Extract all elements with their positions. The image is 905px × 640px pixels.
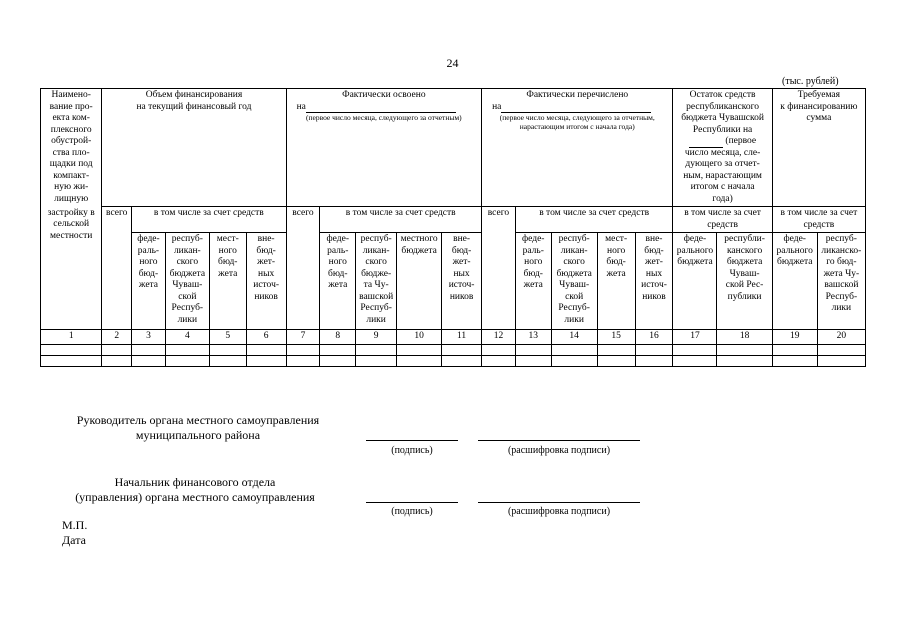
- table-cell: [817, 344, 865, 355]
- table-row: [41, 344, 866, 355]
- header-republic: респуб- ликанско- го бюд- жета Чу- вашской Респуб- лики: [817, 233, 865, 330]
- column-number: 8: [320, 330, 356, 345]
- remainder-line: итогом с начала: [690, 182, 755, 192]
- finance-title: [40, 475, 350, 505]
- remainder-line: Республики на: [692, 124, 753, 135]
- table-cell: [717, 344, 772, 355]
- signature-caption: (подпись): [391, 506, 433, 517]
- header-project-name-cont: застройку в сельской местности: [41, 207, 102, 330]
- header-required-amount: Требуемая к финансированию сумма: [772, 89, 865, 207]
- table-cell: [320, 344, 356, 355]
- table-cell: [246, 355, 286, 366]
- column-number: 6: [246, 330, 286, 345]
- page-number: 24: [446, 56, 459, 70]
- column-number: 13: [515, 330, 551, 345]
- column-number: 1: [41, 330, 102, 345]
- remainder-line: [675, 136, 769, 148]
- table-cell: [209, 344, 246, 355]
- header-row-2: [41, 207, 866, 233]
- signature-line: [366, 440, 458, 441]
- table-cell: [482, 344, 516, 355]
- table-cell: [41, 344, 102, 355]
- table-cell: [397, 355, 442, 366]
- column-number: 18: [717, 330, 772, 345]
- table-cell: [41, 355, 102, 366]
- table-cell: [717, 355, 772, 366]
- table-cell: [817, 355, 865, 366]
- remainder-line: число месяца, сле-: [684, 147, 761, 158]
- table-cell: [673, 355, 717, 366]
- header-including-b: в том числе за счет средств: [320, 207, 482, 233]
- table-cell: [772, 355, 817, 366]
- date-label: Дата: [62, 533, 86, 547]
- remainder-first: (первое: [725, 136, 757, 146]
- header-actually-transferred: [482, 89, 673, 207]
- header-extrabudget: вне- бюд- жет- ных источ- ников: [246, 233, 286, 330]
- table-cell: [442, 355, 482, 366]
- table-cell: [246, 344, 286, 355]
- remainder-line: республиканского: [686, 101, 759, 112]
- header-local: мест- ного бюд- жета: [597, 233, 635, 330]
- column-number: 16: [635, 330, 673, 345]
- actually-used-note: (первое число месяца, следующего за отчетным): [306, 113, 462, 122]
- table-cell: [165, 355, 209, 366]
- column-number: 12: [482, 330, 516, 345]
- column-number: 17: [673, 330, 717, 345]
- table-cell: [482, 355, 516, 366]
- table-cell: [515, 344, 551, 355]
- table-cell: [772, 344, 817, 355]
- column-number: 5: [209, 330, 246, 345]
- header-local: мест- ного бюд- жета: [209, 233, 246, 330]
- header-extrabudget: вне- бюд- жет- ных источ- ников: [442, 233, 482, 330]
- table-cell: [102, 355, 132, 366]
- header-republic: респуб- ликан- ского бюдже- та Чу- вашской Респуб- лики: [356, 233, 397, 330]
- remainder-line: года): [712, 193, 733, 204]
- table-cell: [132, 344, 166, 355]
- head-title: [40, 413, 356, 443]
- table-cell: [356, 355, 397, 366]
- table-cell: [165, 344, 209, 355]
- header-including-a: в том числе за счет средств: [132, 207, 287, 233]
- table-cell: [442, 344, 482, 355]
- head-title-line: муниципального района: [135, 428, 261, 442]
- header-federal: феде- раль- ного бюд- жета: [320, 233, 356, 330]
- column-number: 11: [442, 330, 482, 345]
- signature-line: [366, 502, 458, 503]
- remainder-line: ным, нарастающим: [683, 170, 762, 181]
- header-row-1: [41, 89, 866, 207]
- remainder-line: дующего за отчет-: [685, 159, 760, 169]
- header-row-3: [41, 233, 866, 330]
- signature-caption: (подпись): [391, 445, 433, 456]
- table-cell: [673, 344, 717, 355]
- column-number: 15: [597, 330, 635, 345]
- header-federal: феде- раль- ного бюд- жета: [132, 233, 166, 330]
- column-number: 14: [551, 330, 597, 345]
- column-number-row: [41, 330, 866, 345]
- column-number: 3: [132, 330, 166, 345]
- header-republic: респуб- ликан- ского бюджета Чуваш- ской Респуб- лики: [165, 233, 209, 330]
- decoding-line: [478, 440, 640, 441]
- actually-transferred-note: (первое число месяца, следующего за отчетным, нарастающим итогом с начала года): [499, 113, 655, 131]
- header-republic: респуб- ликан- ского бюджета Чуваш- ской Респуб- лики: [551, 233, 597, 330]
- column-number: 2: [102, 330, 132, 345]
- header-including-e: в том числе за счет средств: [772, 207, 865, 233]
- table-cell: [286, 355, 320, 366]
- column-number: 10: [397, 330, 442, 345]
- header-republic: республи- канского бюджета Чуваш- ской Рес- публики: [717, 233, 772, 330]
- units-label: (тыс. рублей): [782, 76, 839, 87]
- column-number: 20: [817, 330, 865, 345]
- table-cell: [597, 344, 635, 355]
- header-project-name: Наимено- вание про- екта ком- плексного обустрой- ства пло- щадки под компакт- ную жи- лищную: [41, 89, 102, 207]
- header-including-d: в том числе за счет средств: [673, 207, 772, 233]
- financing-table: [40, 88, 866, 367]
- decoding-caption: (расшифровка подписи): [507, 506, 611, 517]
- table-cell: [551, 344, 597, 355]
- decoding-line: [478, 502, 640, 503]
- header-remainder: [673, 89, 772, 207]
- table-cell: [635, 355, 673, 366]
- finance-title-line: Начальник финансового отдела: [114, 475, 276, 489]
- head-title-line: Руководитель органа местного самоуправления: [76, 413, 320, 427]
- table-cell: [102, 344, 132, 355]
- column-number: 7: [286, 330, 320, 345]
- header-funding-volume: Объем финансирования на текущий финансовый год: [102, 89, 286, 207]
- header-total-b: всего: [286, 207, 320, 330]
- header-actually-used: [286, 89, 481, 207]
- header-federal: феде- раль- ного бюд- жета: [515, 233, 551, 330]
- table-cell: [356, 344, 397, 355]
- header-including-c: в том числе за счет средств: [515, 207, 673, 233]
- header-federal: феде- рального бюджета: [673, 233, 717, 330]
- actually-used-on: на: [296, 101, 306, 112]
- table-row: [41, 355, 866, 366]
- table-cell: [635, 344, 673, 355]
- column-number: 19: [772, 330, 817, 345]
- actually-used-title: Фактически освоено: [342, 90, 426, 100]
- table-cell: [286, 344, 320, 355]
- table-cell: [209, 355, 246, 366]
- actually-transferred-on: на: [492, 101, 502, 112]
- table-cell: [320, 355, 356, 366]
- header-extrabudget: вне- бюд- жет- ных источ- ников: [635, 233, 673, 330]
- stamp-label: М.П.: [62, 518, 88, 532]
- column-number: 4: [165, 330, 209, 345]
- table-cell: [132, 355, 166, 366]
- header-total-a: всего: [102, 207, 132, 330]
- remainder-line: Остаток средств: [689, 90, 756, 100]
- table-cell: [397, 344, 442, 355]
- table-cell: [515, 355, 551, 366]
- remainder-line: бюджета Чувашской: [681, 113, 764, 123]
- table-cell: [597, 355, 635, 366]
- finance-title-line: (управления) органа местного самоуправления: [75, 490, 315, 504]
- header-federal: феде- рального бюджета: [772, 233, 817, 330]
- table-cell: [551, 355, 597, 366]
- decoding-caption: (расшифровка подписи): [507, 445, 611, 456]
- header-local: местного бюджета: [397, 233, 442, 330]
- header-total-c: всего: [482, 207, 516, 330]
- actually-transferred-title: Фактически перечислено: [526, 90, 629, 100]
- column-number: 9: [356, 330, 397, 345]
